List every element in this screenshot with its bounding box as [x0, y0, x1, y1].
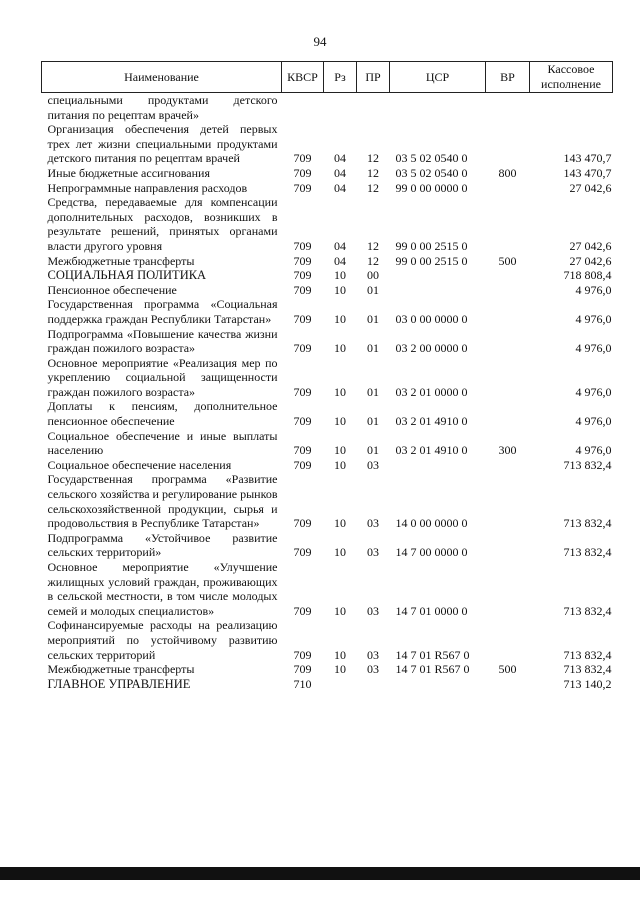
cell-kvsr: 709: [293, 647, 312, 662]
cell-name: Непрограммные направления расходов: [47, 180, 248, 195]
cell-sum: 4 976,0: [575, 443, 612, 458]
cell-rz: 10: [334, 414, 346, 429]
cell-rz: 04: [334, 238, 346, 253]
cell-pr: 03: [367, 603, 379, 618]
table-row: [42, 283, 613, 298]
cell-pr: [357, 93, 390, 123]
cell-name: Пенсионное обеспечение: [47, 282, 177, 297]
cell-name: Подпрограмма «Устойчивое развитие сельских территорий»: [47, 530, 278, 560]
cell-csr: [390, 93, 486, 123]
cell-pr: 12: [367, 253, 379, 268]
cell-kvsr: 709: [293, 443, 312, 458]
table-row: [42, 429, 613, 458]
cell-name: Подпрограмма «Повышение качества жизни граждан пожилого возраста»: [47, 326, 278, 356]
table-row: [42, 531, 613, 560]
table-row: [42, 93, 613, 123]
cell-rz: [324, 93, 357, 123]
cell-pr: 03: [367, 516, 379, 531]
cell-sum: 4 976,0: [575, 384, 612, 399]
cell-name: Межбюджетные трансферты: [47, 253, 195, 268]
cell-kvsr: 709: [293, 165, 312, 180]
cell-vr: [486, 356, 530, 400]
cell-pr: 03: [367, 545, 379, 560]
cell-name: Иные бюджетные ассигнования: [47, 165, 210, 180]
cell-vr: [486, 283, 530, 298]
cell-name: СОЦИАЛЬНАЯ ПОЛИТИКА: [47, 268, 207, 283]
cell-name: Государственная программа «Социальная поддержка граждан Республики Татарстан»: [47, 297, 278, 326]
cell-kvsr: 709: [293, 253, 312, 268]
cell-pr: 00: [367, 268, 379, 283]
cell-csr: 99 0 00 2515 0: [395, 238, 468, 253]
cell-pr: 12: [367, 180, 379, 195]
cell-vr: [486, 560, 530, 618]
cell-csr: 03 0 00 0000 0: [395, 311, 468, 326]
cell-vr: [486, 618, 530, 662]
cell-pr: 01: [367, 341, 379, 356]
cell-kvsr: 709: [293, 238, 312, 253]
table-row: [42, 181, 613, 196]
scan-edge-bar: [0, 867, 640, 880]
cell-sum: 27 042,6: [569, 238, 612, 253]
cell-csr: 03 2 00 0000 0: [395, 341, 468, 356]
cell-sum: 713 140,2: [563, 676, 612, 691]
cell-csr: 14 7 01 0000 0: [395, 603, 468, 618]
cell-name: Доплаты к пенсиям, дополнительное пенсионное обеспечение: [47, 399, 278, 429]
cell-sum: 143 470,7: [563, 165, 612, 180]
cell-kvsr: 709: [293, 662, 312, 677]
cell-name: ГЛАВНОЕ УПРАВЛЕНИЕ: [47, 676, 191, 691]
cell-pr: 03: [367, 662, 379, 677]
cell-kvsr: 709: [293, 414, 312, 429]
table-row: [42, 122, 613, 166]
table-row: [42, 297, 613, 326]
cell-sum: 713 832,4: [563, 545, 612, 560]
cell-name: Софинансируемые расходы на реализацию мероприятий по устойчивому развитию сельских территорий: [47, 618, 278, 662]
table-row: [42, 458, 613, 473]
cell-rz: 10: [334, 443, 346, 458]
cell-kvsr: 709: [293, 151, 312, 166]
cell-vr: [486, 181, 530, 196]
header-csr: ЦСР: [390, 62, 486, 93]
table-row: [42, 560, 613, 618]
cell-csr: 03 5 02 0540 0: [395, 165, 468, 180]
cell-vr: [486, 195, 530, 253]
table-row: [42, 662, 613, 677]
cell-kvsr: 709: [293, 516, 312, 531]
cell-rz: 04: [334, 165, 346, 180]
cell-pr: 01: [367, 311, 379, 326]
cell-rz: 10: [334, 662, 346, 677]
cell-rz: [324, 677, 357, 692]
cell-rz: 04: [334, 151, 346, 166]
cell-pr: 01: [367, 414, 379, 429]
cell-sum: [530, 93, 613, 123]
cell-sum: 713 832,4: [563, 647, 612, 662]
cell-name: Государственная программа «Развитие сельского хозяйства и регулирование рынков сельскохозяйственной продукции, сырья и продовольствия в Республике Татарстан»: [47, 472, 278, 531]
cell-rz: 10: [334, 603, 346, 618]
page-number: 94: [313, 34, 327, 49]
cell-csr: 99 0 00 0000 0: [395, 180, 468, 195]
table-row: [42, 618, 613, 662]
cell-vr: [486, 531, 530, 560]
cell-rz: 10: [334, 282, 346, 297]
cell-rz: 10: [334, 268, 346, 283]
cell-csr: 14 0 00 0000 0: [395, 516, 468, 531]
cell-name: Социальное обеспечение и иные выплаты населению: [47, 428, 278, 458]
cell-rz: 10: [334, 311, 346, 326]
cell-csr: [390, 283, 486, 298]
header-pr: ПР: [357, 62, 390, 93]
cell-vr: 800: [498, 165, 517, 180]
cell-csr: 14 7 00 0000 0: [395, 545, 468, 560]
cell-sum: 713 832,4: [563, 662, 612, 677]
table-row: [42, 195, 613, 253]
cell-csr: 14 7 01 R567 0: [395, 662, 470, 677]
cell-kvsr: 709: [293, 341, 312, 356]
cell-pr: 03: [367, 647, 379, 662]
cell-name: специальными продуктами детского питания по рецептам врачей»: [47, 93, 278, 122]
budget-table-container: [41, 61, 612, 691]
cell-name: Организация обеспечения детей первых трех лет жизни специальными продуктами детского питания по рецептам врачей: [47, 122, 278, 166]
cell-csr: [390, 268, 486, 283]
cell-kvsr: 709: [293, 180, 312, 195]
table-row: [42, 472, 613, 530]
cell-vr: 300: [498, 443, 517, 458]
cell-rz: 10: [334, 516, 346, 531]
table-row: [42, 166, 613, 181]
cell-csr: [390, 458, 486, 473]
cell-rz: 10: [334, 457, 346, 472]
cell-kvsr: 709: [293, 457, 312, 472]
cell-rz: 10: [334, 647, 346, 662]
cell-csr: [390, 677, 486, 692]
cell-vr: [486, 268, 530, 283]
cell-csr: 03 2 01 0000 0: [395, 384, 468, 399]
cell-vr: [486, 327, 530, 356]
cell-name: Основное мероприятие «Реализация мер по укреплению социальной защищенности граждан пожилого возраста»: [47, 355, 278, 399]
cell-kvsr: [282, 93, 324, 123]
cell-sum: 4 976,0: [575, 282, 612, 297]
cell-sum: 4 976,0: [575, 341, 612, 356]
cell-kvsr: 709: [293, 384, 312, 399]
cell-name: Основное мероприятие «Улучшение жилищных условий граждан, проживающих в сельской местности, в том числе молодых семей и молодых специалистов»: [47, 560, 278, 618]
header-kvsr: КВСР: [282, 62, 324, 93]
cell-rz: 10: [334, 341, 346, 356]
cell-kvsr: 709: [293, 545, 312, 560]
cell-kvsr: 709: [293, 268, 312, 283]
cell-csr: 03 2 01 4910 0: [395, 443, 468, 458]
table-row: [42, 327, 613, 356]
cell-kvsr: 710: [293, 676, 312, 691]
budget-execution-table: [41, 61, 613, 691]
table-row: [42, 254, 613, 269]
table-row: [42, 399, 613, 428]
header-rz: Рз: [324, 62, 357, 93]
cell-pr: [357, 677, 390, 692]
cell-pr: 12: [367, 238, 379, 253]
cell-vr: [486, 472, 530, 530]
cell-vr: [486, 677, 530, 692]
table-row: [42, 268, 613, 283]
cell-vr: [486, 122, 530, 166]
cell-vr: [486, 93, 530, 123]
cell-rz: 10: [334, 545, 346, 560]
cell-sum: 143 470,7: [563, 151, 612, 166]
cell-sum: 718 808,4: [563, 268, 612, 283]
cell-pr: 01: [367, 282, 379, 297]
cell-vr: 500: [498, 662, 517, 677]
cell-vr: [486, 297, 530, 326]
cell-rz: 04: [334, 253, 346, 268]
cell-pr: 03: [367, 457, 379, 472]
table-body: [42, 93, 613, 692]
table-header-row: [42, 62, 613, 93]
table-row: [42, 677, 613, 692]
header-name: Наименование: [42, 62, 282, 93]
cell-csr: 03 2 01 4910 0: [395, 414, 468, 429]
cell-name: Социальное обеспечение населения: [47, 457, 232, 472]
cell-csr: 99 0 00 2515 0: [395, 253, 468, 268]
cell-sum: 4 976,0: [575, 311, 612, 326]
cell-vr: [486, 458, 530, 473]
cell-sum: 27 042,6: [569, 253, 612, 268]
cell-rz: 10: [334, 384, 346, 399]
table-row: [42, 356, 613, 400]
cell-pr: 01: [367, 384, 379, 399]
cell-name: Межбюджетные трансферты: [47, 662, 195, 677]
cell-kvsr: 709: [293, 311, 312, 326]
cell-name: Средства, передаваемые для компенсации дополнительных расходов, возникших в результате решений, принятых органами власти другого уровня: [47, 195, 278, 253]
cell-sum: 713 832,4: [563, 603, 612, 618]
cell-csr: 14 7 01 R567 0: [395, 647, 470, 662]
cell-pr: 01: [367, 443, 379, 458]
cell-sum: 713 832,4: [563, 457, 612, 472]
cell-csr: 03 5 02 0540 0: [395, 151, 468, 166]
cell-pr: 12: [367, 151, 379, 166]
header-vr: ВР: [486, 62, 530, 93]
cell-vr: [486, 399, 530, 428]
cell-sum: 713 832,4: [563, 516, 612, 531]
cell-vr: 500: [498, 253, 517, 268]
cell-kvsr: 709: [293, 603, 312, 618]
cell-rz: 04: [334, 180, 346, 195]
header-sum: Кассовое исполнение: [530, 62, 613, 93]
cell-sum: 27 042,6: [569, 180, 612, 195]
cell-sum: 4 976,0: [575, 414, 612, 429]
cell-pr: 12: [367, 165, 379, 180]
cell-kvsr: 709: [293, 282, 312, 297]
